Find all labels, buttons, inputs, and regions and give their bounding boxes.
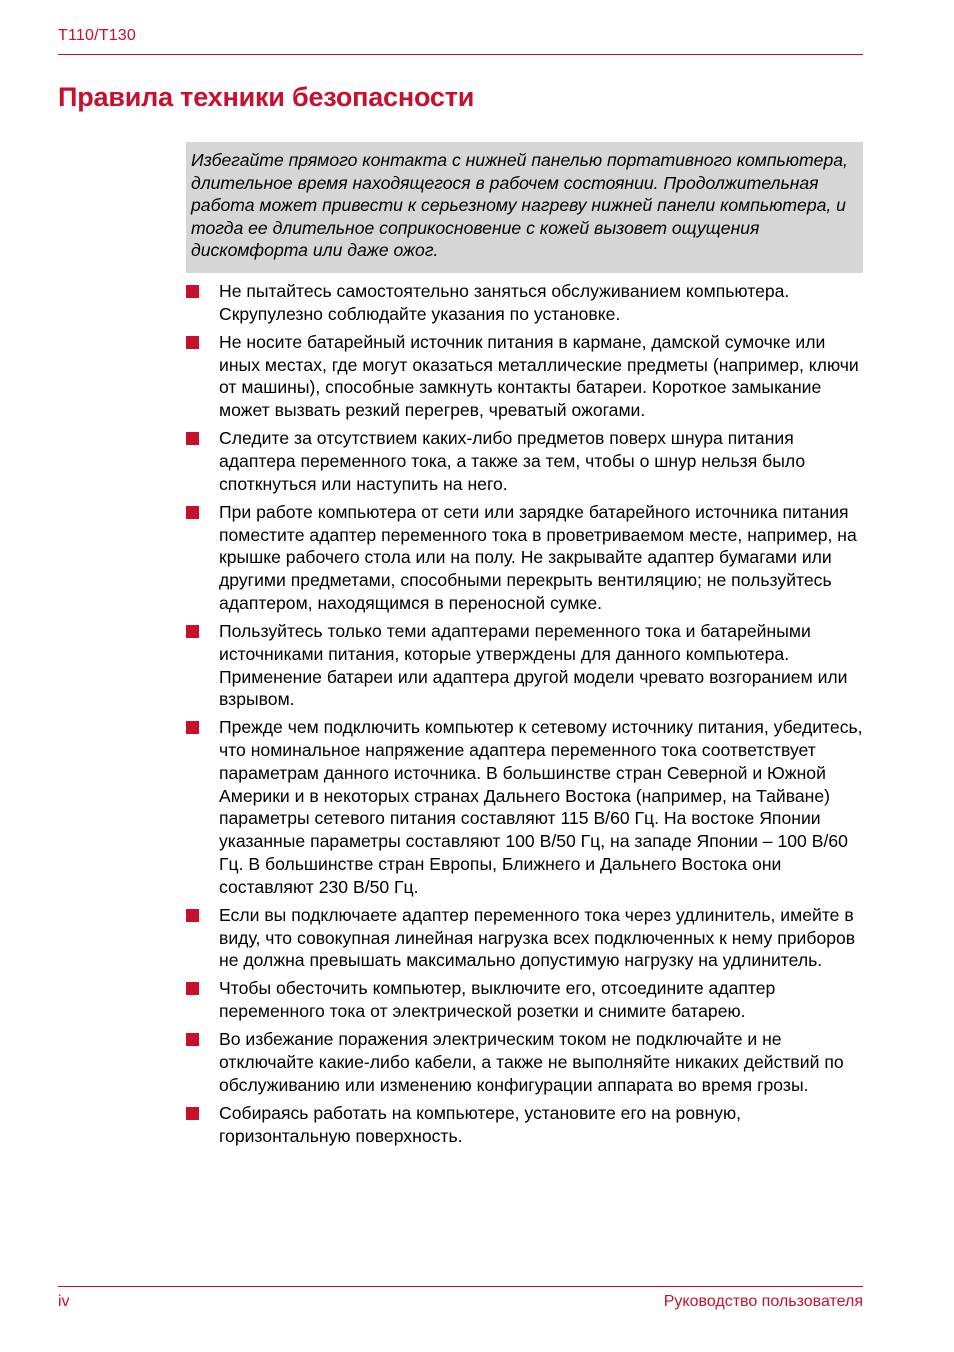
list-item-text: При работе компьютера от сети или зарядке батарейного источника питания поместите адаптер переменного тока в проветриваемом месте, например, на крышке рабочего стола или на полу. Не закрывайте адаптер бумагами или другими предметами, способными перекрыть вентиляцию; не пользуйтесь адаптером, находящимся в переносной сумке. (219, 501, 857, 613)
list-item (186, 280, 863, 326)
list-item-text: Во избежание поражения электрическим током не подключайте и не отключайте какие-либо кабели, а также не выполняйте никаких действий по обслуживанию или изменению конфигурации аппарата во время грозы. (219, 1029, 844, 1095)
list-item (186, 1102, 863, 1148)
square-bullet-icon (186, 982, 199, 995)
list-item (186, 331, 863, 422)
square-bullet-icon (186, 336, 199, 349)
list-item (186, 501, 863, 615)
list-item (186, 620, 863, 711)
list-item-text: Собираясь работать на компьютере, установите его на ровную, горизонтальную поверхность. (219, 1102, 742, 1146)
footer-rule (58, 1286, 863, 1287)
footer-title: Руководство пользователя (663, 1293, 863, 1310)
list-item-text: Чтобы обесточить компьютер, выключите его, отсоедините адаптер переменного тока от электрической розетки и снимите батарею. (219, 978, 776, 1022)
square-bullet-icon (186, 625, 199, 638)
safety-list (186, 280, 863, 1153)
square-bullet-icon (186, 721, 199, 734)
square-bullet-icon (186, 285, 199, 298)
list-item-text: Не пытайтесь самостоятельно заняться обслуживанием компьютера. Скрупулезно соблюдайте указания по установке. (219, 281, 790, 324)
header-model: T110/T130 (58, 27, 136, 44)
list-item-text: Не носите батарейный источник питания в кармане, дамской сумочке или иных местах, где могут оказаться металлические предметы (например, ключи от машины), способные замкнуть контакты батареи. Короткое замыкание может вызвать резкий перегрев, чреватый ожогами. (219, 331, 859, 421)
header-rule (58, 54, 863, 55)
list-item-text: Прежде чем подключить компьютер к сетевому источнику питания, убедитесь, что номинальное напряжение адаптера переменного тока соответствует параметрам данного источника. В большинстве стран Северной и Южной Америки и в некоторых странах Дальнего Востока (например, на Тайване) параметры сетевого питания составляют 115 В/60 Гц. На востоке Японии указанные параметры составляют 100 В/50 Гц, на западе Японии – 100 В/60 Гц. В большинстве стран Европы, Ближнего и Дальнего Востока они составляют 230 В/50 Гц. (219, 717, 863, 897)
list-item (186, 977, 863, 1023)
list-item (186, 904, 863, 972)
page-title: Правила техники безопасности (58, 82, 475, 112)
list-item (186, 1028, 863, 1096)
square-bullet-icon (186, 909, 199, 922)
warning-box: Избегайте прямого контакта с нижней панелью портативного компьютера, длительное время находящегося в рабочем состоянии. Продолжительная работа может привести к серьезному нагреву нижней панели компьютера, и тогда ее длительное соприкосновение с кожей вызовет ощущения дискомфорта или даже ожог. (186, 142, 863, 273)
list-item-text: Если вы подключаете адаптер переменного тока через удлинитель, имейте в виду, что совокупная линейная нагрузка всех подключенных к нему приборов не должна превышать максимально допустимую нагрузку на удлинитель. (219, 904, 856, 971)
square-bullet-icon (186, 432, 199, 445)
list-item-text: Следите за отсутствием каких-либо предметов поверх шнура питания адаптера переменного тока, а также за тем, чтобы о шнур нельзя было споткнуться или наступить на него. (219, 428, 806, 494)
list-item (186, 716, 863, 898)
square-bullet-icon (186, 506, 199, 519)
square-bullet-icon (186, 1107, 199, 1120)
list-item (186, 427, 863, 495)
list-item-text: Пользуйтесь только теми адаптерами переменного тока и батарейными источниками питания, которые утверждены для данного компьютера. Применение батареи или адаптера другой модели чревато возгоранием или взрывом. (219, 620, 848, 710)
square-bullet-icon (186, 1033, 199, 1046)
page-number: iv (58, 1293, 70, 1310)
